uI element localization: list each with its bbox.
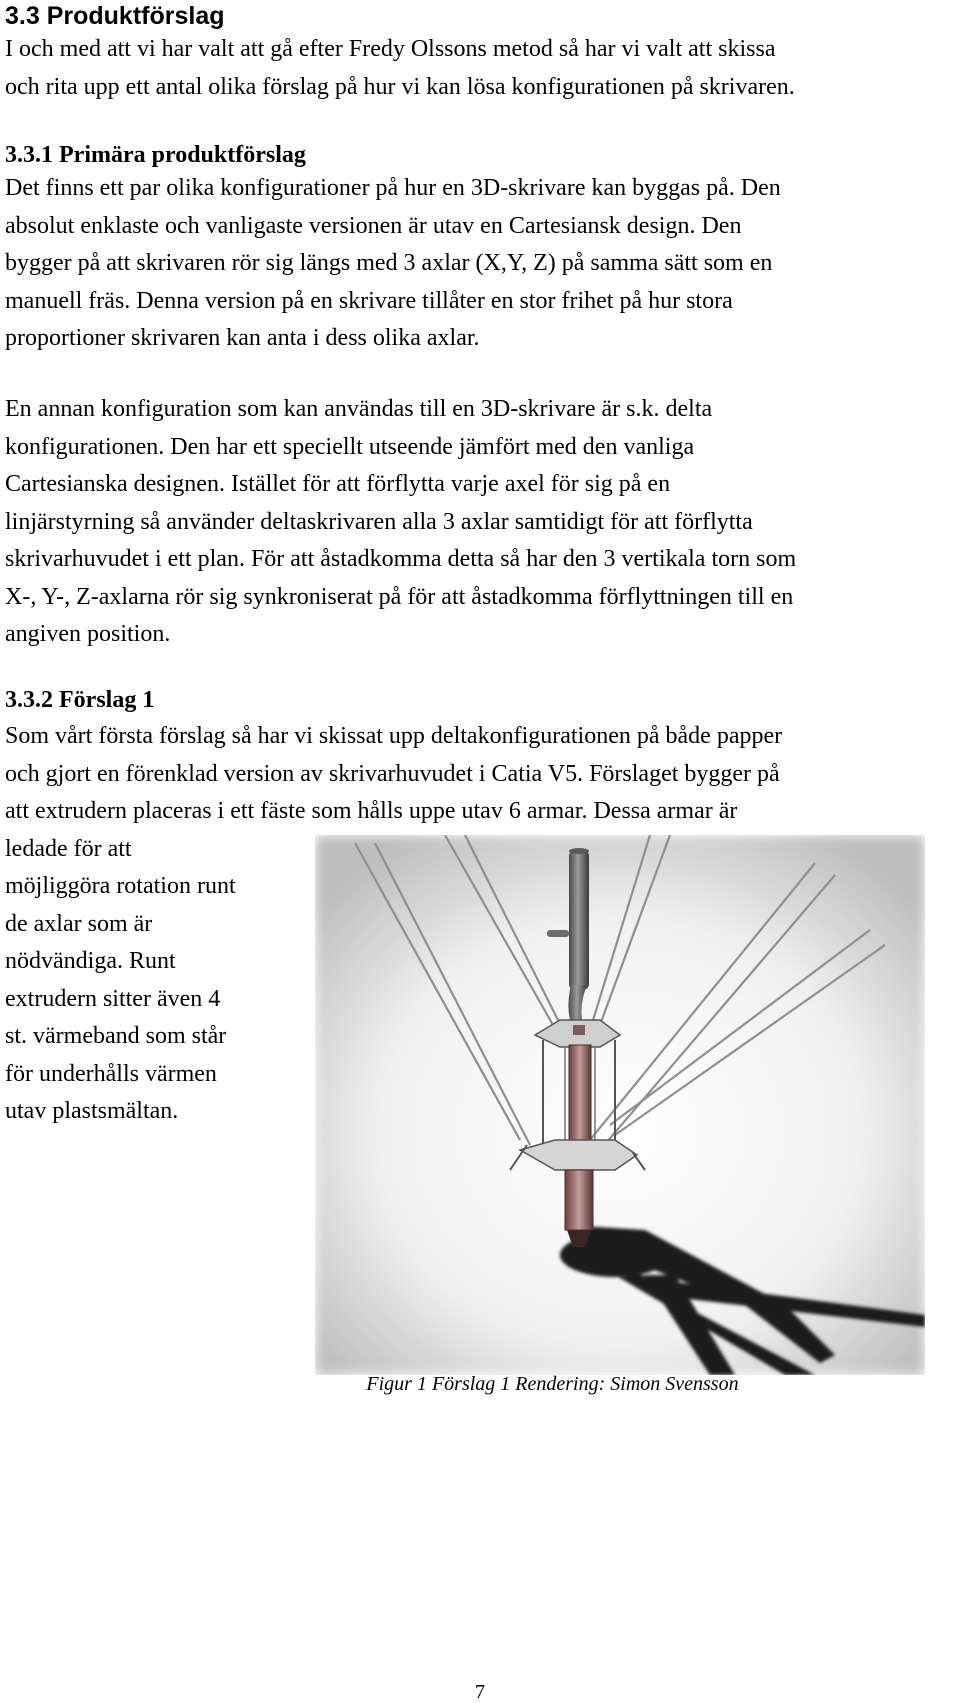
delta-printer-rendering <box>315 835 925 1375</box>
render-backdrop <box>315 835 925 1375</box>
intro-paragraph <box>5 31 955 106</box>
text-line: X-, Y-, Z-axlarna rör sig synkroniserat på för att åstadkomma förflyttningen till en <box>5 583 794 610</box>
text-line: extrudern sitter även 4 <box>5 985 221 1012</box>
section-heading: 3.3 Produktförslag <box>5 2 225 30</box>
figure-caption <box>0 1371 960 1397</box>
text-line: Det finns ett par olika konfigurationer på hur en 3D-skrivare kan byggas på. Den <box>5 175 781 201</box>
text-line: för underhålls värmen <box>5 1060 217 1087</box>
subsection-heading-primary: 3.3.1 Primära produktförslag <box>5 142 306 168</box>
text-line: och gjort en förenklad version av skrivarhuvudet i Catia V5. Förslaget bygger på <box>5 760 780 787</box>
primary-paragraph-1 <box>5 170 955 358</box>
text-line: att extrudern placeras i ett fäste som hålls uppe utav 6 armar. Dessa armar är <box>5 798 738 824</box>
text-line: Cartesianska designen. Istället för att förflytta varje axel för sig på en <box>5 471 671 497</box>
text-line: möjliggöra rotation runt <box>5 873 236 899</box>
primary-paragraph-2 <box>5 391 955 654</box>
text-line: Som vårt första förslag så har vi skissat upp deltakonfigurationen på både papper <box>5 723 783 749</box>
subsection-heading-proposal: 3.3.2 Förslag 1 <box>5 687 155 713</box>
page-number: 7 <box>475 1681 485 1703</box>
text-line: angiven position. <box>5 621 171 647</box>
text-line: ledade för att <box>5 835 132 862</box>
text-line: I och med att vi har valt att gå efter Fredy Olssons metod så har vi valt att skissa <box>5 36 776 62</box>
text-line: nödvändiga. Runt <box>5 948 176 974</box>
text-line: linjärstyrning så använder deltaskrivaren alla 3 axlar samtidigt för att förflytta <box>5 508 753 535</box>
figure-caption-text: Figur 1 Förslag 1 Rendering: Simon Svensson <box>366 1373 739 1395</box>
text-line: de axlar som är <box>5 910 153 937</box>
text-line: manuell fräs. Denna version på en skrivare tillåter en stor frihet på hur stora <box>5 287 733 314</box>
text-line: st. värmeband som står <box>5 1023 227 1049</box>
text-line: En annan konfiguration som kan användas till en 3D-skrivare är s.k. delta <box>5 396 713 422</box>
text-line: utav plastsmältan. <box>5 1098 179 1124</box>
text-line: proportioner skrivaren kan anta i dess olika axlar. <box>5 325 480 351</box>
text-line: absolut enklaste och vanligaste versionen är utav en Cartesiansk design. Den <box>5 212 742 239</box>
text-line: bygger på att skrivaren rör sig längs med 3 axlar (X,Y, Z) på samma sätt som en <box>5 250 773 276</box>
text-line: konfigurationen. Den har ett speciellt utseende jämfört med den vanliga <box>5 433 695 460</box>
text-line: skrivarhuvudet i ett plan. För att åstadkomma detta så har den 3 vertikala torn som <box>5 546 797 572</box>
text-line: och rita upp ett antal olika förslag på hur vi kan lösa konfigurationen på skrivaren. <box>5 73 795 100</box>
